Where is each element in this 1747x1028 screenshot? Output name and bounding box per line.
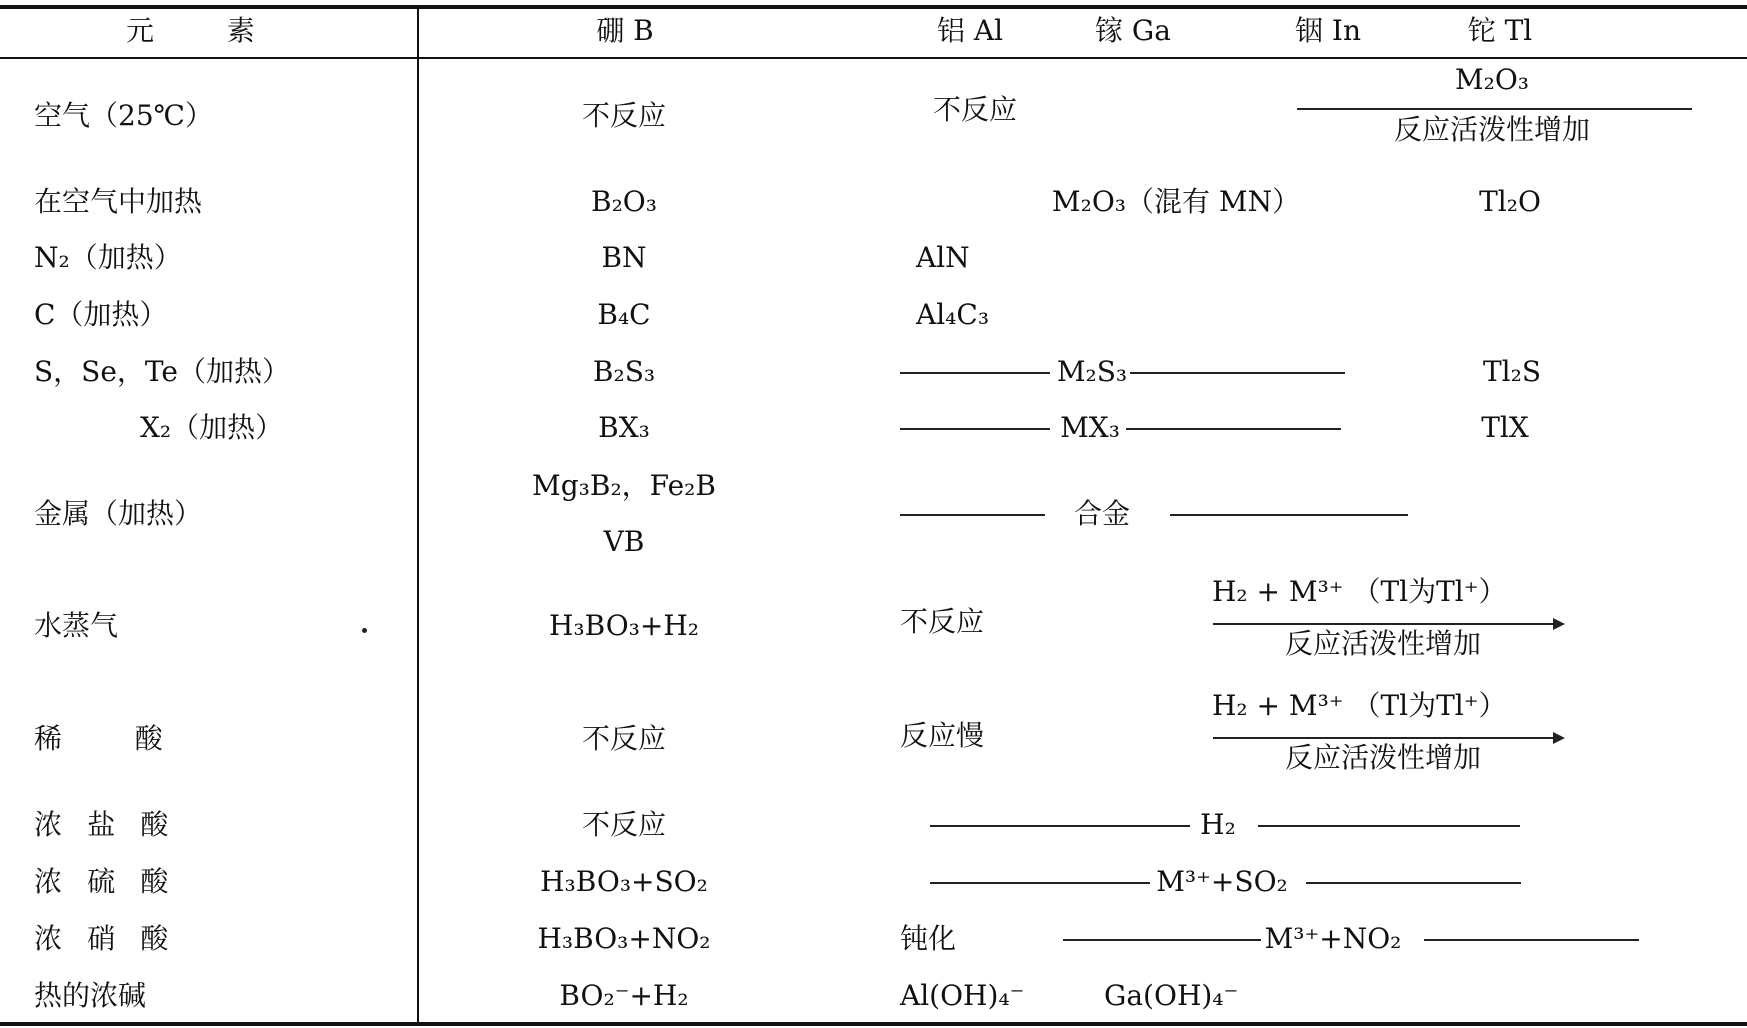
row-air-boron: 不反应 — [581, 99, 667, 132]
row-steam-label: 水蒸气 — [34, 609, 119, 642]
row-halogen-boron: BX₃ — [598, 411, 650, 444]
row-chalcogen-thallium: Tl₂S — [1482, 355, 1542, 388]
row-hot-alkali-aluminum: Al(OH)₄⁻ — [900, 979, 1025, 1012]
row-hot-alkali-boron: BO₂⁻+H₂ — [559, 979, 689, 1012]
row-metal-alloy: 合金 — [1073, 497, 1131, 530]
row-chalcogen-boron: B₂S₃ — [592, 355, 656, 388]
row-conc-hcl-line-left — [930, 825, 1190, 827]
row-carbon-label: C（加热） — [34, 298, 168, 331]
row-air-trend: 反应活泼性增加 — [1393, 113, 1591, 146]
row-carbon-aluminum: Al₄C₃ — [916, 298, 990, 331]
row-conc-hcl-boron: 不反应 — [581, 808, 667, 841]
row-dilute-acid-trend: 反应活泼性增加 — [1284, 741, 1482, 774]
header-gallium: 镓 Ga — [1095, 14, 1171, 47]
header-rule — [0, 57, 1747, 59]
row-airheat-boron: B₂O₃ — [591, 185, 657, 218]
row-hot-alkali-gallium: Ga(OH)₄⁻ — [1104, 979, 1239, 1012]
row-n2-label: N₂（加热） — [34, 241, 182, 274]
row-air-trend-line — [1297, 108, 1692, 110]
row-conc-hno3-line-left — [1063, 939, 1261, 941]
row-n2-aluminum: AlN — [916, 241, 970, 274]
row-halogen-thallium: TlX — [1481, 411, 1529, 444]
row-conc-hno3-ga-tl: M³⁺+NO₂ — [1264, 922, 1402, 955]
bottom-rule — [0, 1022, 1747, 1026]
row-halogen-label: X₂（加热） — [140, 411, 284, 444]
row-steam-product: H₂ + M³⁺ （Tl为Tl⁺） — [1212, 575, 1507, 608]
header-element-text: 元素 — [126, 14, 328, 47]
row-chalcogen-al-in: M₂S₃ — [1056, 355, 1128, 388]
row-steam-trend: 反应活泼性增加 — [1284, 627, 1482, 660]
row-air-product: M₂O₃ — [1454, 63, 1530, 96]
header-thallium: 铊 Tl — [1467, 14, 1533, 47]
row-conc-hno3-label-text: 浓硝酸 — [34, 922, 194, 955]
top-rule — [0, 5, 1747, 9]
header-aluminum: 铝 Al — [936, 14, 1004, 47]
stray-dot — [362, 628, 367, 633]
row-chalcogen-line-right — [1130, 372, 1345, 374]
row-conc-h2so4-boron: H₃BO₃+SO₂ — [540, 865, 708, 898]
row-chalcogen-label: S，Se，Te（加热） — [34, 355, 291, 388]
row-steam-boron: H₃BO₃+H₂ — [548, 609, 700, 642]
row-conc-h2so4-line-right — [1306, 882, 1521, 884]
row-n2-boron: BN — [601, 241, 647, 274]
row-chalcogen-line-left — [900, 372, 1050, 374]
row-steam-arrow — [1213, 623, 1563, 625]
row-conc-h2so4-line-left — [930, 882, 1150, 884]
row-steam-aluminum: 不反应 — [900, 605, 985, 638]
header-element — [126, 14, 328, 47]
row-conc-hno3-label — [34, 922, 194, 955]
row-airheat-al-in: M₂O₃（混有 MN） — [1051, 185, 1301, 218]
row-metal-line-right — [1170, 514, 1408, 516]
row-conc-hcl-label — [34, 808, 194, 841]
row-airheat-label: 在空气中加热 — [34, 185, 203, 218]
row-conc-hcl-label-text: 浓盐酸 — [34, 808, 194, 841]
row-halogen-line-right — [1126, 428, 1341, 430]
row-halogen-al-in: MX₃ — [1060, 411, 1120, 444]
row-conc-h2so4-al-tl: M³⁺+SO₂ — [1156, 865, 1288, 898]
row-air-aluminum: 不反应 — [933, 93, 1018, 126]
row-conc-hno3-boron: H₃BO₃+NO₂ — [537, 922, 711, 955]
row-halogen-line-left — [900, 428, 1050, 430]
row-conc-hno3-aluminum: 钝化 — [900, 922, 957, 955]
row-metal-line-left — [900, 514, 1045, 516]
row-dilute-acid-arrow — [1213, 737, 1563, 739]
row-dilute-acid-aluminum: 反应慢 — [900, 719, 985, 752]
row-conc-hcl-line-right — [1258, 825, 1520, 827]
row-conc-h2so4-label — [34, 865, 194, 898]
row-dilute-acid-boron: 不反应 — [581, 722, 667, 755]
row-dilute-acid-product: H₂ + M³⁺ （Tl为Tl⁺） — [1212, 689, 1507, 722]
row-hot-alkali-label: 热的浓碱 — [34, 979, 147, 1012]
row-metal-boron-line2: VB — [603, 525, 645, 558]
row-dilute-acid-label — [34, 722, 236, 755]
row-carbon-boron: B₄C — [597, 298, 651, 331]
header-boron: 硼 B — [596, 14, 654, 47]
header-indium: 铟 In — [1295, 14, 1361, 47]
column-divider — [417, 5, 419, 1025]
row-conc-hno3-line-right — [1424, 939, 1639, 941]
row-metal-label: 金属（加热） — [34, 497, 203, 530]
row-dilute-acid-label-text: 稀酸 — [34, 722, 236, 755]
row-airheat-thallium: Tl₂O — [1479, 185, 1541, 218]
row-air-label: 空气（25℃） — [34, 99, 213, 132]
row-conc-hcl-al-tl: H₂ — [1200, 808, 1236, 841]
row-metal-boron-line1: Mg₃B₂，Fe₂B — [532, 469, 716, 502]
row-conc-h2so4-label-text: 浓硫酸 — [34, 865, 194, 898]
